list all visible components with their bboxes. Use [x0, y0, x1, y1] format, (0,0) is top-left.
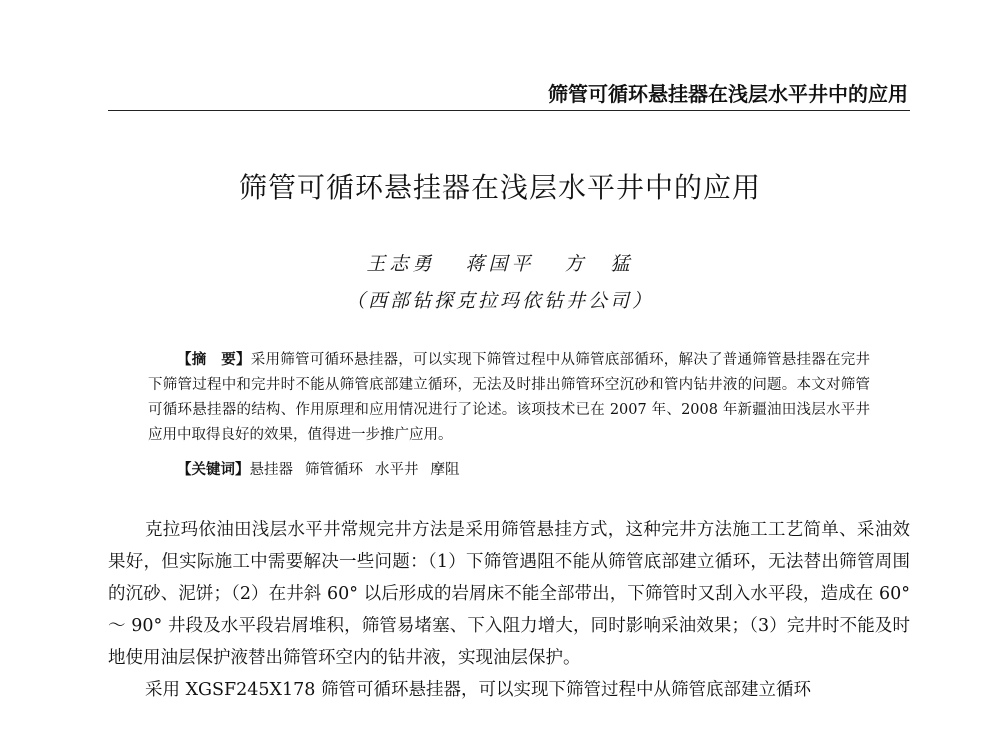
keywords-label: 【关键词】 [177, 462, 250, 478]
keywords [177, 458, 472, 483]
affiliation: （西部钻探克拉玛依钻井公司） [345, 290, 654, 312]
author-name: 王志勇 [366, 253, 436, 275]
keyword: 摩阻 [430, 462, 460, 478]
abstract-label: 【摘 要】 [177, 352, 251, 368]
author-name: 蒋国平 [465, 253, 535, 275]
body-paragraph: 采用 XGSF245X178 筛管可循环悬挂器，可以实现下筛管过程中从筛管底部建立循环 [145, 680, 811, 700]
abstract-text: 采用筛管可循环悬挂器，可以实现下筛管过程中从筛管底部循环，解决了普通筛管悬挂器在完井下筛管过程中和完井时不能从筛管底部建立循环，无法及时排出筛管环空沉砂和管内钻井液的问题。本文对筛管可循环悬挂器的结构、作用原理和应用情况进行了论述。该项技术已在 2007 年、2008 年新疆油田浅层水平井应用中取得良好的效果，值得进一步推广应用。 [148, 352, 870, 443]
abstract [148, 348, 870, 448]
author-list [0, 249, 1000, 276]
body-paragraph: 克拉玛依油田浅层水平井常规完井方法是采用筛管悬挂方式，这种完井方法施工工艺简单、采油效果好，但实际施工中需要解决一些问题：（1）下筛管遇阻不能从筛管底部建立循环，无法替出筛管周围的沉砂、泥饼；（2）在井斜 60° 以后形成的岩屑床不能全部带出，下筛管时又刮入水平段，造成在 60° ～ 90° 井段及水平段岩屑堆积，筛管易堵塞、下入阻力增大，同时影响采油效果；（3）完井时不能及时地使用油层保护液替出筛管环空内的钻井液，实现油层保护。 [108, 520, 910, 668]
keyword: 悬挂器 [249, 462, 293, 478]
running-header: 筛管可循环悬挂器在浅层水平井中的应用 [548, 82, 908, 106]
author-name: 方 猛 [564, 253, 634, 275]
keyword: 筛管循环 [305, 462, 363, 478]
body-text [108, 514, 910, 706]
paper-title: 筛管可循环悬挂器在浅层水平井中的应用 [238, 171, 761, 204]
header-rule [108, 110, 910, 111]
keyword: 水平井 [375, 462, 419, 478]
